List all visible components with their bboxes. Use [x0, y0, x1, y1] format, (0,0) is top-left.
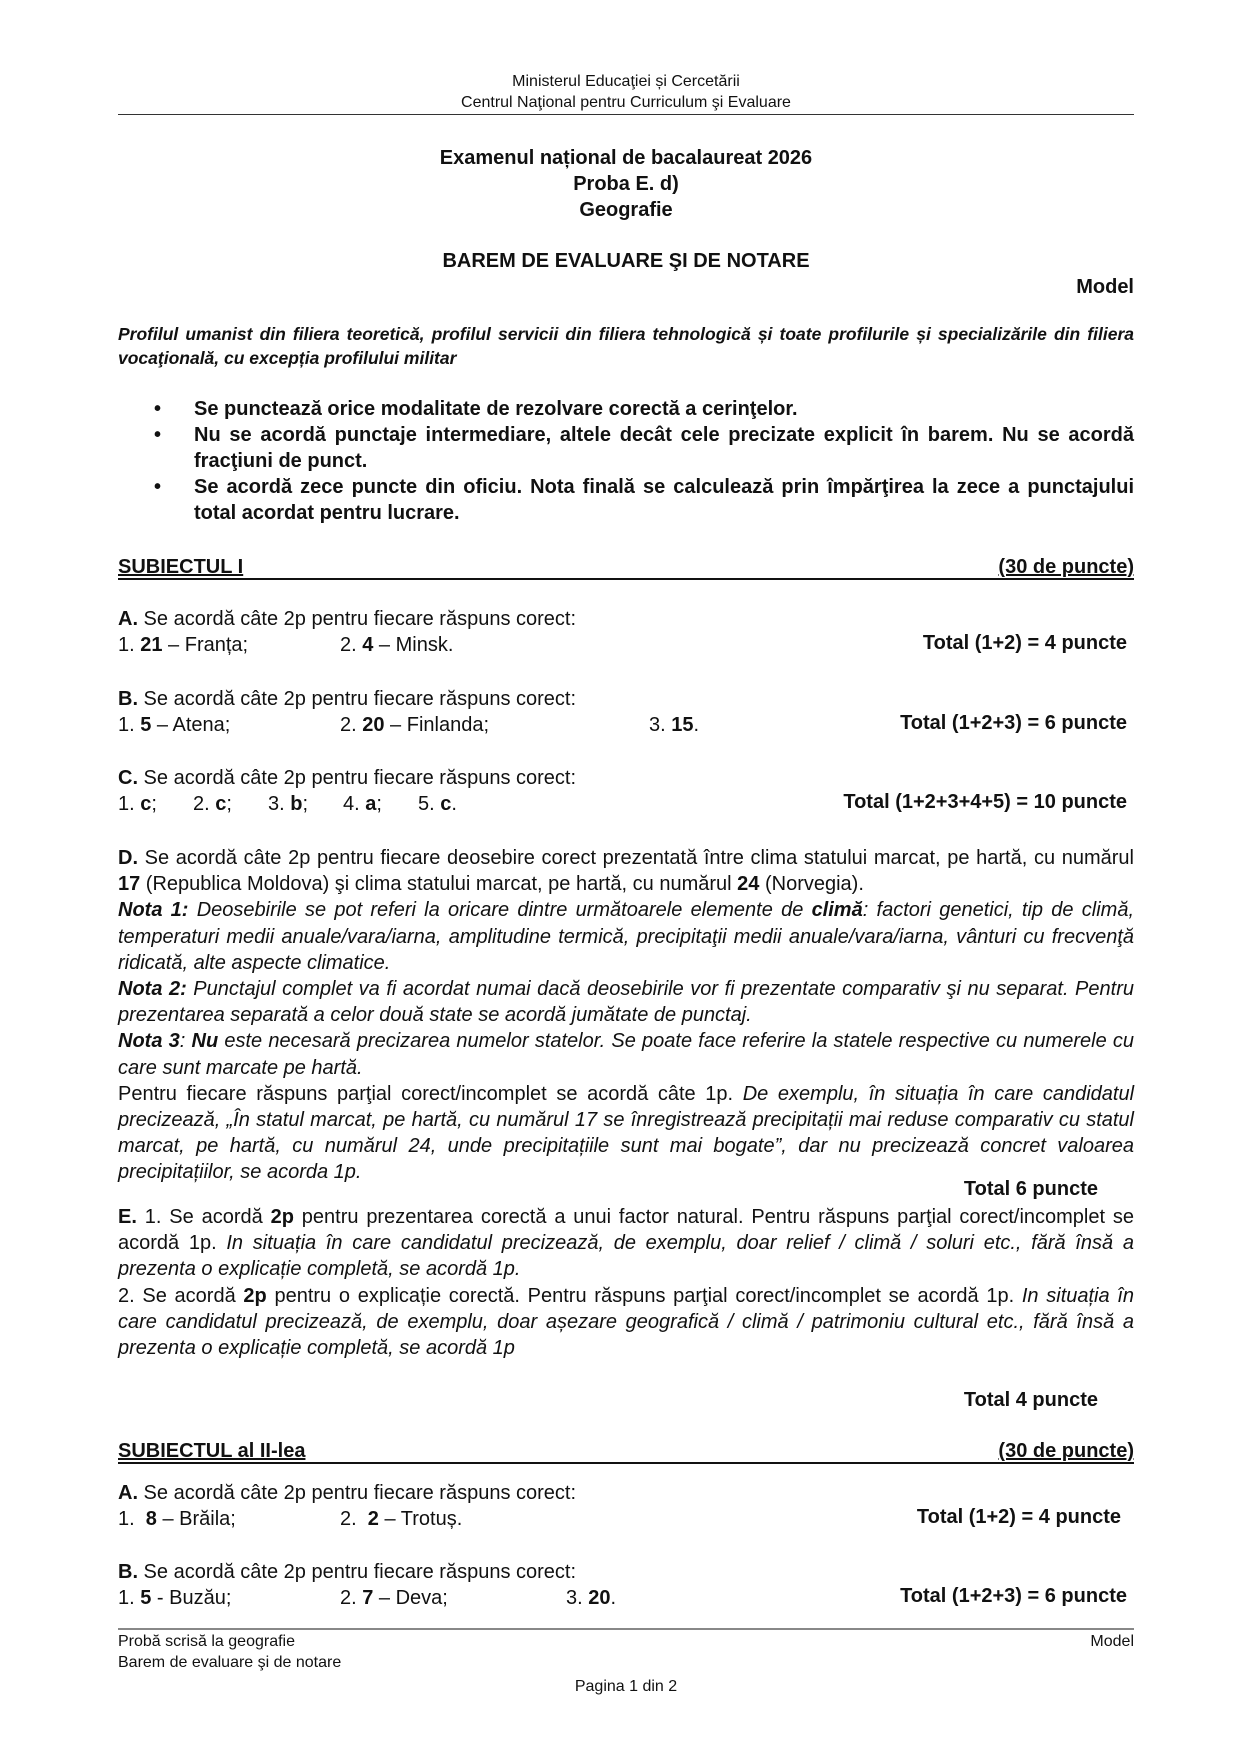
- profile-text: Profilul umanist din filiera teoretică, profilul servicii din filiera tehnologică și toate profilurile și specializările din filiera vocaţională, cu excepția profilului militar: [118, 324, 1134, 368]
- section-1e-item-1: E. 1. Se acordă 2p pentru prezentarea corectă a unui factor natural. Pentru răspuns parţial corect/incomplet se acordă 1p. In situația în care candidatul precizează, de exemplu, doar relief / climă / soluri etc., fără însă a prezenta o explicație completă, se acordă 1p.: [118, 1206, 1134, 1281]
- section-1d-total: Total 6 puncte: [963, 1178, 1098, 1200]
- barem-title: BAREM DE EVALUARE ŞI DE NOTARE: [442, 250, 810, 272]
- exam-proba: Proba E. d): [573, 173, 679, 195]
- bullet-icon: •: [154, 476, 162, 498]
- answer-item: 1. c;: [118, 793, 157, 815]
- answer-item: 2. 4 – Minsk.: [340, 634, 454, 656]
- answer-item: 2. 2 – Trotuș.: [340, 1508, 463, 1530]
- section-1a-total: Total (1+2) = 4 puncte: [922, 632, 1127, 654]
- answer-item: 2. c;: [193, 793, 232, 815]
- section-2b-total: Total (1+2+3) = 6 puncte: [900, 1585, 1127, 1607]
- answer-item: 2. 20 – Finlanda;: [340, 714, 490, 736]
- answer-item: 1. 8 – Brăila;: [118, 1508, 236, 1530]
- section-1a-intro: A. Se acordă câte 2p pentru fiecare răspuns corect:: [118, 608, 577, 630]
- answer-item: 5. c.: [418, 793, 457, 815]
- subject-2-title: SUBIECTUL al II-lea: [118, 1440, 306, 1462]
- subject-1-points: (30 de puncte): [998, 556, 1134, 578]
- answer-item: 1. 5 – Atena;: [118, 714, 231, 736]
- section-1e-total: Total 4 puncte: [963, 1389, 1098, 1411]
- answer-item: 2. 7 – Deva;: [340, 1587, 448, 1609]
- answer-item: 1. 5 - Buzău;: [118, 1587, 232, 1609]
- answer-item: 4. a;: [343, 793, 382, 815]
- footer-exam-label: Probă scrisă la geografie: [118, 1633, 295, 1650]
- center-name: Centrul Naţional pentru Curriculum şi Evaluare: [461, 94, 791, 111]
- model-label: Model: [1076, 276, 1134, 298]
- section-1b-intro: B. Se acordă câte 2p pentru fiecare răspuns corect:: [118, 688, 577, 710]
- section-2a-intro: A. Se acordă câte 2p pentru fiecare răspuns corect:: [118, 1482, 577, 1504]
- subject-2-heading: [118, 1440, 1134, 1464]
- section-1c-total: Total (1+2+3+4+5) = 10 puncte: [843, 791, 1127, 813]
- section-1d-intro: D. Se acordă câte 2p pentru fiecare deosebire corect prezentată între clima statului marcat, pe hartă, cu numărul 17 (Republica Moldova) şi clima statului marcat, pe hartă, cu numărul 24 (Norvegia).: [118, 847, 1134, 896]
- footer-rule: [118, 1628, 1134, 1630]
- nota-1: Nota 1: Deosebirile se pot referi la oricare dintre următoarele elemente de climă: factori genetici, tip de climă, temperaturi medii anuale/vara/iarna, amplitudine termică, precipitaţii medii anuale/vara/iarna, vânturi cu frecvenţă ridicată, alte aspecte climatice.: [118, 899, 1134, 974]
- section-2b-intro: B. Se acordă câte 2p pentru fiecare răspuns corect:: [118, 1561, 577, 1583]
- bullet-icon: •: [154, 424, 162, 446]
- subject-2-points: (30 de puncte): [998, 1440, 1134, 1462]
- nota-3: Nota 3: Nu este necesară precizarea numelor statelor. Se poate face referire la statele respective cu numerele cu care sunt marcate pe hartă.: [118, 1030, 1135, 1079]
- nota-2: Nota 2: Punctajul complet va fi acordat numai dacă deosebirile vor fi prezentate comparativ şi nu separat. Pentru prezentarea separată a celor două state se acordă jumătate de punctaj.: [118, 978, 1134, 1027]
- answer-item: 3. 20.: [566, 1587, 617, 1609]
- footer-barem-label: Barem de evaluare şi de notare: [118, 1654, 342, 1671]
- section-1c-intro: C. Se acordă câte 2p pentru fiecare răspuns corect:: [118, 767, 577, 789]
- section-1e-item-2: 2. Se acordă 2p pentru o explicație corectă. Pentru răspuns parţial corect/incomplet se acordă 1p. In situația în care candidatul precizează, de exemplu, doar așezare geografică / climă / patrimoniu cultural etc., fără însă a prezenta o explicație completă, se acordă 1p: [118, 1284, 1135, 1360]
- page-number: Pagina 1 din 2: [574, 1678, 678, 1695]
- section-1e-body: [118, 1204, 1134, 1361]
- rule-item: • Nu se acordă punctaje intermediare, altele decât cele precizate explicit în barem. Nu se acordă fracţiuni de punct.: [154, 424, 1134, 472]
- rule-item: • Se punctează orice modalitate de rezolvare corectă a cerinţelor.: [154, 398, 798, 420]
- answer-item: 3. 15.: [649, 714, 700, 736]
- rules-list: [118, 396, 1134, 526]
- subject-1-heading: [118, 556, 1134, 580]
- exam-title: Examenul național de bacalaureat 2026: [439, 147, 813, 169]
- section-2a-total: Total (1+2) = 4 puncte: [916, 1506, 1121, 1528]
- ministry-name: Ministerul Educaţiei și Cercetării: [512, 73, 740, 90]
- answer-item: 1. 21 – Franța;: [118, 634, 249, 656]
- answer-item: 3. b;: [268, 793, 309, 815]
- section-1b-total: Total (1+2+3) = 6 puncte: [900, 712, 1127, 734]
- section-1d-body: [118, 845, 1134, 1186]
- partial-credit-note: Pentru fiecare răspuns parţial corect/incomplet se acordă câte 1p. De exemplu, în situația în care candidatul precizează, „În statul marcat, pe hartă, cu numărul 17 se înregistrează precipitații mai reduse comparativ cu statul marcat, pe hartă, cu numărul 24, unde precipitațiile sunt mai bogate”, dar nu precizează concret valoarea precipitațiilor, se acorda 1p.: [118, 1082, 1135, 1184]
- footer-model-label: Model: [1090, 1633, 1134, 1650]
- rule-item: • Se acordă zece puncte din oficiu. Nota finală se calculează prin împărţirea la zece a punctajului total acordat pentru lucrare.: [154, 476, 1134, 524]
- exam-subject: Geografie: [579, 199, 673, 221]
- header-rule: [118, 114, 1134, 115]
- bullet-icon: •: [154, 398, 162, 420]
- subject-1-title: SUBIECTUL I: [118, 556, 244, 578]
